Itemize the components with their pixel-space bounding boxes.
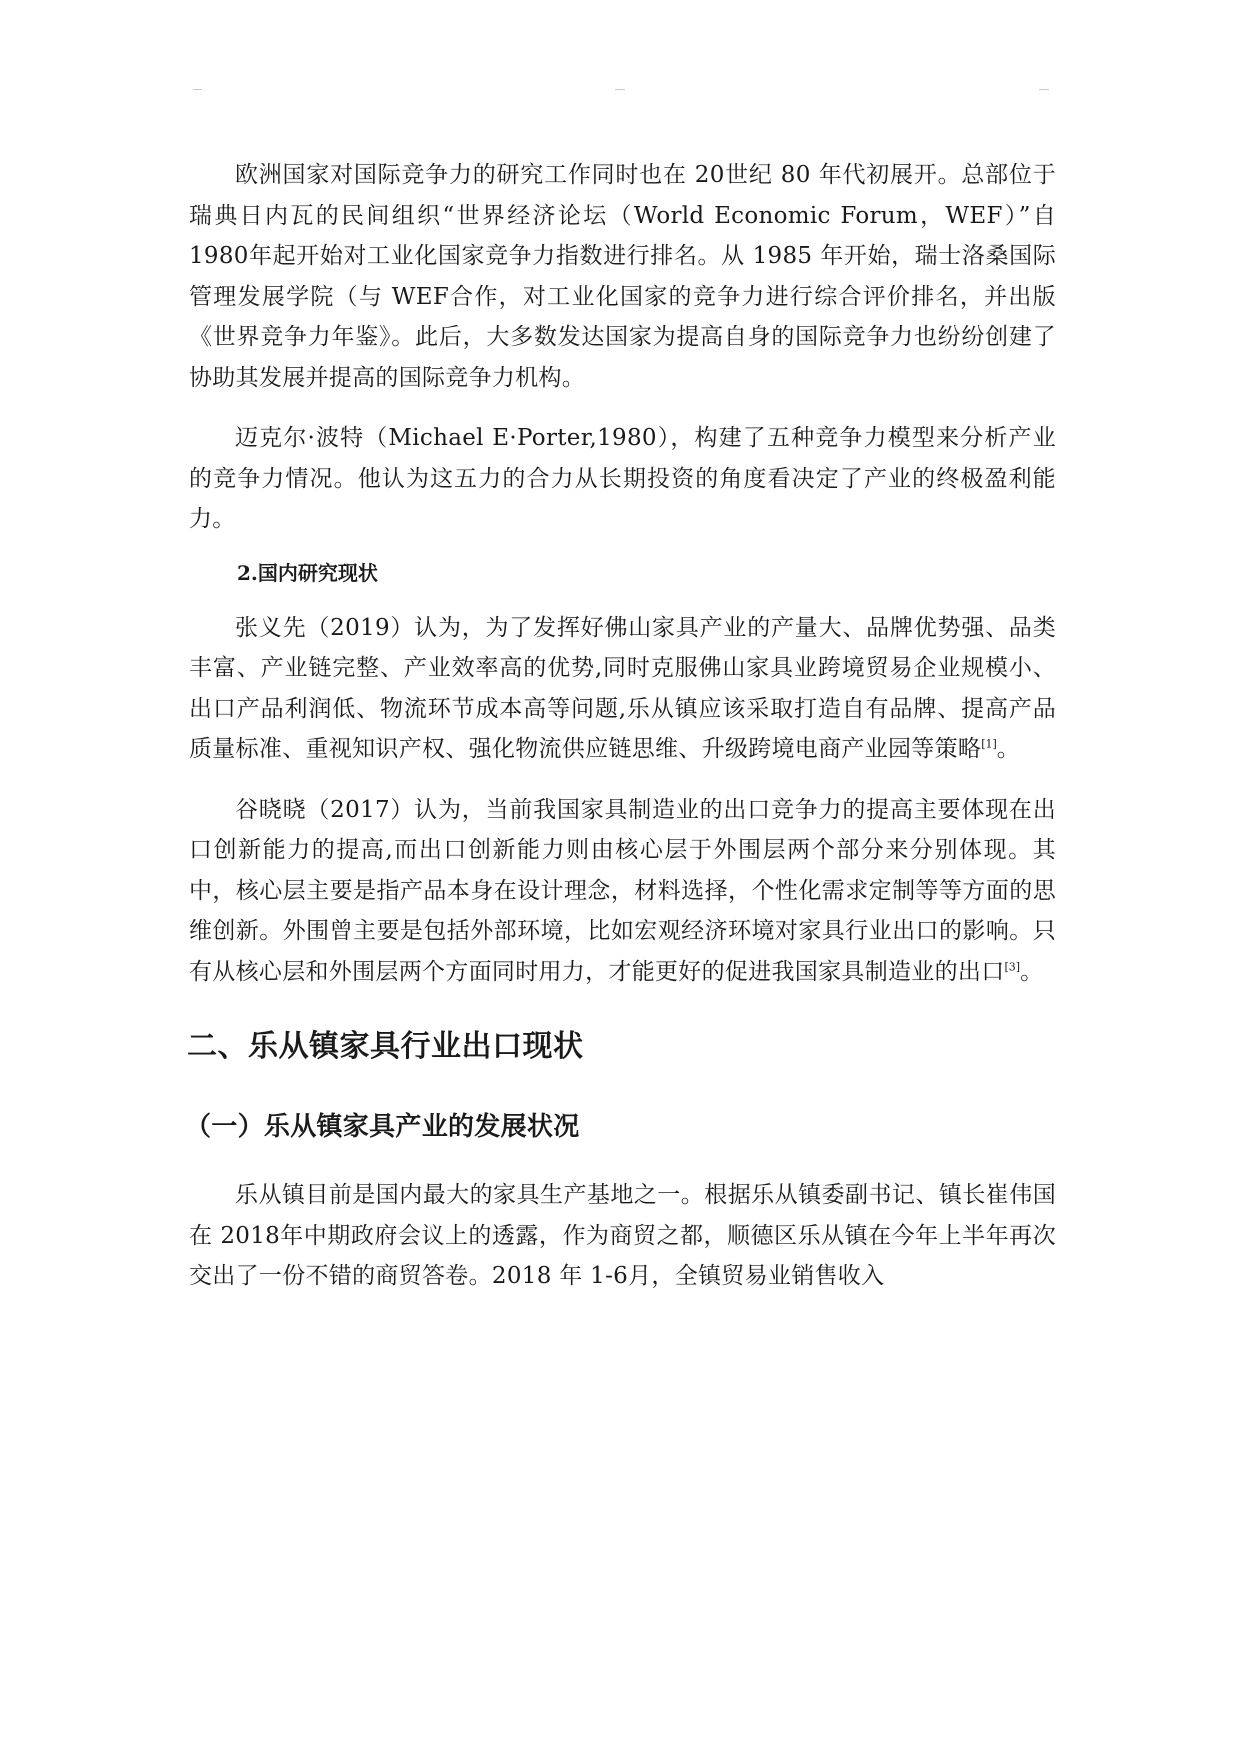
- paragraph-gu-text: 谷晓晓（2017）认为，当前我国家具制造业的出口竞争力的提高主要体现在出口创新能力的提高,而出口创新能力则由核心层于外围层两个部分来分别体现。其中，核心层主要是指产品本身在设计理念，材料选择，个性化需求定制等等方面的思维创新。外围曾主要是包括外部环境，比如宏观经济环境对家具行业出口的影响。只有从核心层和外围层两个方面同时用力，才能更好的促进我国家具制造业的出口: [189, 796, 1056, 985]
- header-mark-left: [193, 89, 202, 90]
- paragraph-porter: 迈克尔·波特（Michael E·Porter,1980），构建了五种竞争力模型来分析产业的竞争力情况。他认为这五力的合力从长期投资的角度看决定了产业的终极盈利能力。: [189, 425, 1056, 532]
- citation-ref-1[interactable]: [1]: [981, 737, 997, 751]
- paragraph-zhang-end: 。: [996, 736, 1021, 762]
- paragraph-wef: 欧洲国家对国际竞争力的研究工作同时也在 20世纪 80 年代初展开。总部位于瑞典日内瓦的民间组织“世界经济论坛（World Economic Forum，WEF）”自 1980年起开始对工业化国家竞争力指数进行排名。从 1985 年开始，瑞士洛桑国际管理发展学院（与 WEF合作，对工业化国家的竞争力进行综合评价排名，并出版《世界竞争力年鉴》。此后，大多数发达国家为提高自身的国际竞争力也纷纷创建了协助其发展并提高的国际竞争力机构。: [189, 162, 1056, 391]
- paragraph-lecong: 乐从镇目前是国内最大的家具生产基地之一。根据乐从镇委副书记、镇长崔伟国在 2018年中期政府会议上的透露，作为商贸之都，顺德区乐从镇在今年上半年再次交出了一份不错的商贸答卷。2018 年 1-6月，全镇贸易业销售收入: [189, 1182, 1056, 1289]
- header-mark-right: [1039, 89, 1049, 90]
- citation-ref-3[interactable]: [3]: [1004, 959, 1021, 973]
- heading-domestic-research: 2.国内研究现状: [237, 560, 378, 585]
- section-heading-export-status: 二、乐从镇家具行业出口现状: [187, 1029, 584, 1064]
- page-body: [185, 155, 1056, 1297]
- paragraph-zhang-text: 张义先（2019）认为，为了发挥好佛山家具产业的产量大、品牌优势强、品类丰富、产业链完整、产业效率高的优势,同时克服佛山家具业跨境贸易企业规模小、出口产品利润低、物流环节成本高等问题,乐从镇应该采取打造自有品牌、提高产品质量标准、重视知识产权、强化物流供应链思维、升级跨境电商产业园等策略: [189, 614, 1056, 762]
- paragraph-gu-end: 。: [1020, 958, 1044, 985]
- header-mark-center: [615, 89, 625, 90]
- paragraph-zhang: [189, 608, 1056, 770]
- subsection-heading-industry-development: （一）乐从镇家具产业的发展状况: [185, 1112, 580, 1142]
- paragraph-gu: [189, 790, 1056, 993]
